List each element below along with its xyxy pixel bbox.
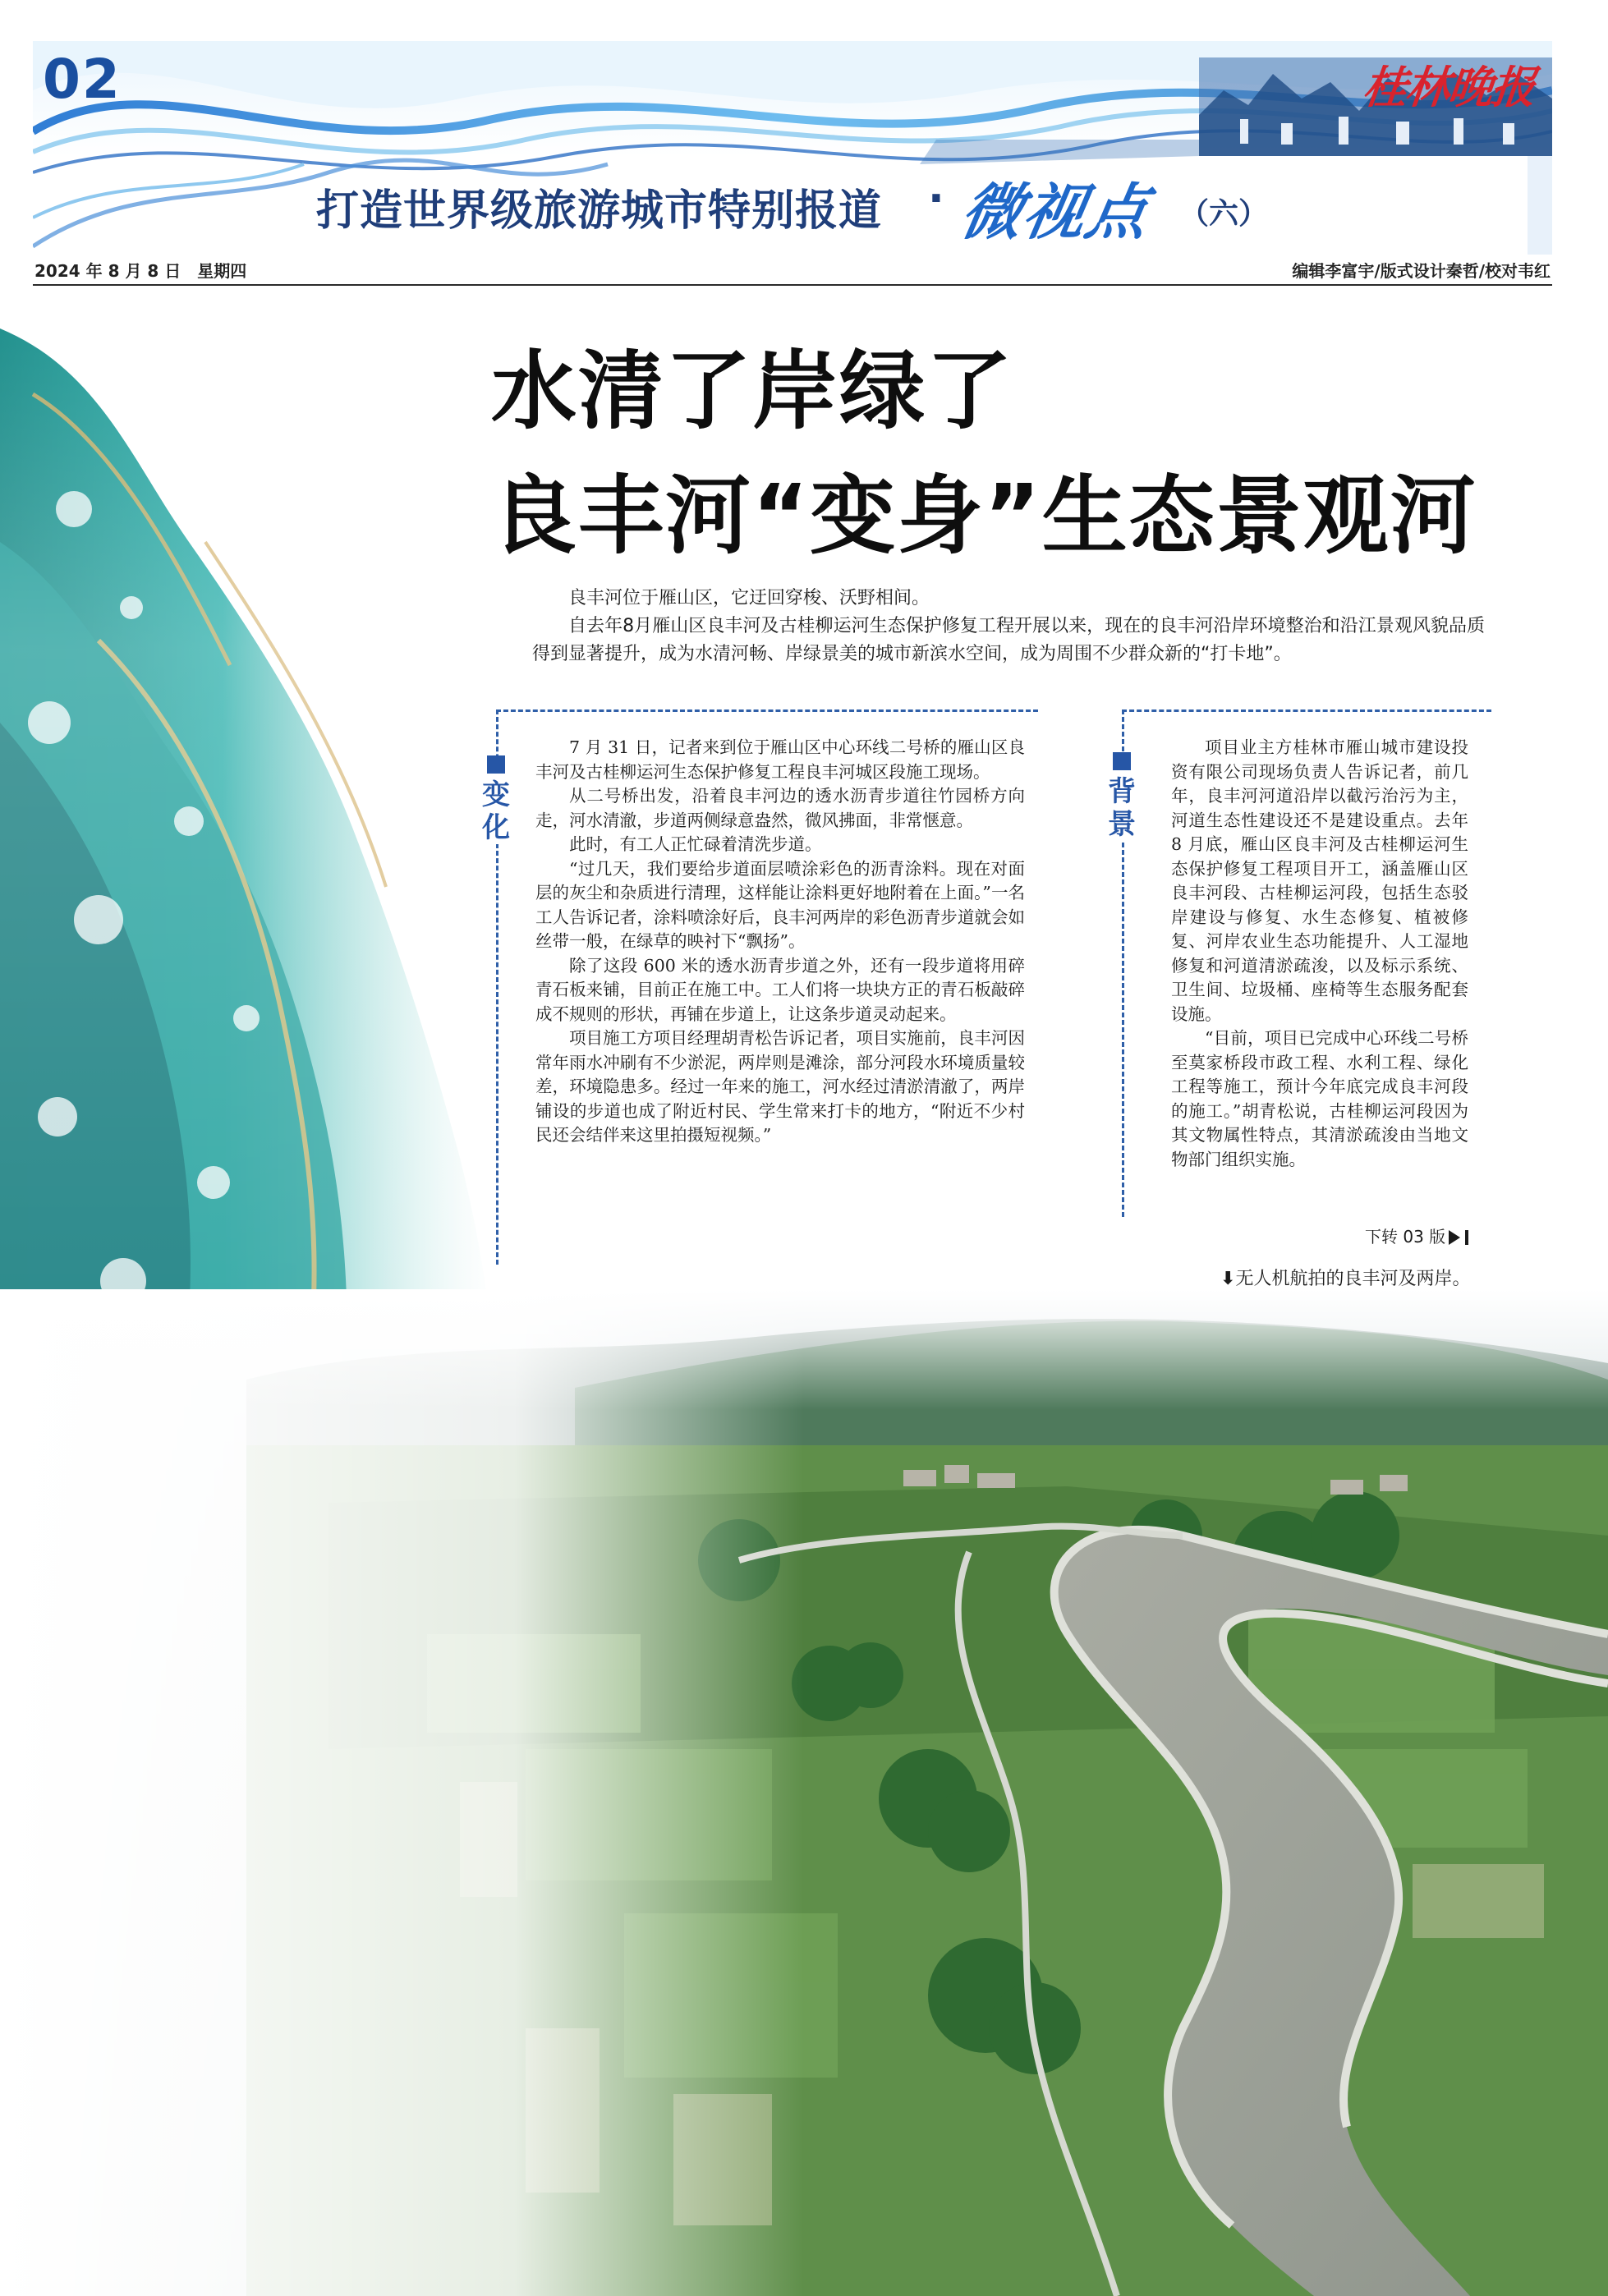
continued-on-page[interactable] xyxy=(1365,1224,1468,1247)
section-border-top xyxy=(1122,709,1491,712)
headline-line-1: 水清了岸绿了 xyxy=(491,341,1014,441)
play-arrow-icon xyxy=(1449,1230,1460,1245)
continued-label: 下转 03 版 xyxy=(1365,1227,1446,1247)
header-rule xyxy=(33,284,1552,286)
body-paragraph: 7 月 31 日，记者来到位于雁山区中心环线二号桥的雁山区良丰河及古桂柳运河生态保护修复工程良丰河城区段施工现场。 xyxy=(535,737,1025,782)
bar-icon xyxy=(1465,1230,1468,1245)
section-background-body xyxy=(1171,736,1468,1172)
body-paragraph: 此时，有工人正忙碌着清洗步道。 xyxy=(569,834,822,854)
headline-line-2: 良丰河“变身”生态景观河 xyxy=(491,466,1477,566)
section-tag-label: 背景 xyxy=(1108,775,1136,841)
body-paragraph: “目前，项目已完成中心环线二号桥至莫家桥段市政工程、水利工程、绿化工程等施工，预计今年底完成良丰河段的施工。”胡青松说，古桂柳运河段因为其文物属性特点，其清淤疏浚由当地文物部门组织实施。 xyxy=(1171,1028,1468,1169)
series-accent-title: 微视点 xyxy=(955,177,1155,248)
section-tag-label: 变化 xyxy=(482,778,510,844)
series-separator: · xyxy=(928,174,944,223)
section-border-top xyxy=(496,709,1038,712)
square-marker-icon xyxy=(487,755,505,774)
lede-paragraph: 自去年8月雁山区良丰河及古桂柳运河生态保护修复工程开展以来，现在的良丰河沿岸环境整治和沿江景观风貌品质得到显著提升，成为水清河畅、岸绿景美的城市新滨水空间，成为周围不少群众新的“打卡地”。 xyxy=(532,616,1485,664)
square-marker-icon xyxy=(1113,752,1131,770)
editor-credits: 编辑李富宇/版式设计秦哲/校对韦红 xyxy=(1292,261,1551,281)
down-arrow-icon: ⬇ xyxy=(1220,1269,1236,1289)
body-paragraph: 项目业主方桂林市雁山城市建设投资有限公司现场负责人告诉记者，前几年，良丰河河道沿岸以截污治污为主，河道生态性建设还不是建设重点。去年 8 月底，雁山区良丰河及古桂柳运河生态保护修复工程项目开工，涵盖雁山区良丰河段、古桂柳运河段，包括生态驳岸建设与修复、水生态修复、植被修复、河岸农业生态功能提升、人工湿地修复和河道清淤疏浚，以及标示系统、卫生间、垃圾桶、座椅等生态服务配套设施。 xyxy=(1171,737,1468,1024)
date-line: 2024 年 8 月 8 日 星期四 xyxy=(34,261,247,281)
series-issue: （六） xyxy=(1179,197,1269,231)
page-number: 02 xyxy=(43,48,122,111)
caption-text: 无人机航拍的良丰河及两岸。 xyxy=(1235,1269,1471,1289)
section-tag-background xyxy=(1105,752,1138,841)
series-title: 打造世界级旅游城市特别报道 xyxy=(316,186,883,236)
body-paragraph: “过几天，我们要给步道面层喷涂彩色的沥青涂料。现在对面层的灰尘和杂质进行清理，这样能让涂料更好地附着在上面。”一名工人告诉记者，涂料喷涂好后，良丰河两岸的彩色沥青步道就会如丝带一般，在绿草的映衬下“飘扬”。 xyxy=(535,858,1025,951)
body-paragraph: 项目施工方项目经理胡青松告诉记者，项目实施前，良丰河因常年雨水冲刷有不少淤泥，两岸则是滩涂，部分河段水环境质量较差，环境隐患多。经过一年来的施工，河水经过清淤清澈了，两岸铺设的步道也成了附近村民、学生常来打卡的地方，“附近不少村民还会结伴来这里拍摄短视频。” xyxy=(535,1028,1025,1145)
body-paragraph: 从二号桥出发，沿着良丰河边的透水沥青步道往竹园桥方向走，河水清澈，步道两侧绿意盎然，微风拂面，非常惬意。 xyxy=(535,786,1025,830)
newspaper-logo: 桂林晚报 xyxy=(1360,61,1537,113)
body-paragraph: 除了这段 600 米的透水沥青步道之外，还有一段步道将用碎青石板来铺，目前正在施工中。工人们将一块块方正的青石板敲碎成不规则的形状，再铺在步道上，让这条步道灵动起来。 xyxy=(535,955,1025,1024)
aerial-river-photo xyxy=(0,1289,1608,2296)
lede-paragraph: 良丰河位于雁山区，它迂回穿梭、沃野相间。 xyxy=(568,588,930,608)
section-tag-change xyxy=(480,755,512,844)
article-lede xyxy=(532,585,1485,668)
photo-caption xyxy=(1220,1265,1470,1290)
section-change-body xyxy=(535,736,1025,1148)
